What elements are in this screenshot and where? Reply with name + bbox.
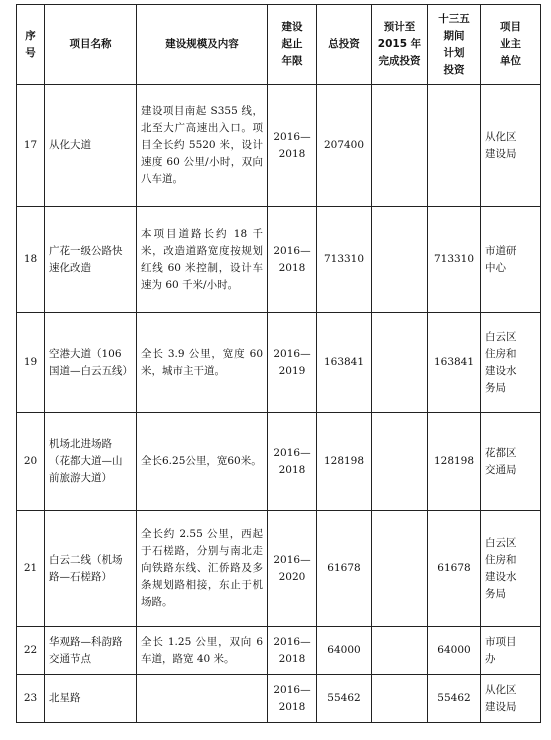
row-owner: 白云区 住房和 建设水 务局 (481, 313, 541, 413)
table-row (17, 85, 541, 207)
row-period: 2016— 2018 (268, 207, 317, 313)
row-plan: 163841 (428, 313, 481, 413)
row-no: 20 (17, 413, 45, 511)
table-row (17, 413, 541, 511)
row-period: 2016— 2018 (268, 627, 317, 675)
row-by2015 (372, 313, 428, 413)
row-owner: 白云区 住房和 建设水 务局 (481, 511, 541, 627)
row-plan: 55462 (428, 675, 481, 723)
row-name: 白云二线（机场路—石槎路） (45, 511, 137, 627)
row-name: 华观路—科韵路交通节点 (45, 627, 137, 675)
row-scale: 全长6.25公里，宽60米。 (137, 413, 268, 511)
row-scale: 建设项目南起 S355 线，北至大广高速出入口。项目全长约 5520 米，设计速度 60 公里/小时，双向八车道。 (137, 85, 268, 207)
header-row (17, 5, 541, 85)
table-row (17, 511, 541, 627)
row-by2015 (372, 675, 428, 723)
row-scale: 全长 3.9 公里，宽度 60 米，城市主干道。 (137, 313, 268, 413)
row-no: 21 (17, 511, 45, 627)
row-scale: 全长 1.25 公里，双向 6 车道，路宽 40 米。 (137, 627, 268, 675)
row-plan: 713310 (428, 207, 481, 313)
row-total: 55462 (317, 675, 372, 723)
row-plan (428, 85, 481, 207)
row-owner: 从化区 建设局 (481, 85, 541, 207)
row-name: 从化大道 (45, 85, 137, 207)
row-name: 机场北进场路（花都大道—山前旅游大道） (45, 413, 137, 511)
row-total: 64000 (317, 627, 372, 675)
header-plan: 十三五 期间 计划 投资 (428, 5, 481, 85)
row-name: 空港大道（106 国道—白云五线） (45, 313, 137, 413)
table-row (17, 313, 541, 413)
row-by2015 (372, 511, 428, 627)
row-by2015 (372, 207, 428, 313)
header-by2015: 预计至 2015 年 完成投资 (372, 5, 428, 85)
row-total: 128198 (317, 413, 372, 511)
row-owner: 从化区 建设局 (481, 675, 541, 723)
row-scale: 全长约 2.55 公里，西起于石槎路，分别与南北走向铁路东线、汇侨路及多条规划路相接，东止于机场路。 (137, 511, 268, 627)
header-scale: 建设规模及内容 (137, 5, 268, 85)
row-scale (137, 675, 268, 723)
table-row (17, 627, 541, 675)
row-plan: 64000 (428, 627, 481, 675)
row-no: 17 (17, 85, 45, 207)
row-plan: 128198 (428, 413, 481, 511)
row-total: 163841 (317, 313, 372, 413)
row-no: 18 (17, 207, 45, 313)
row-period: 2016— 2018 (268, 675, 317, 723)
row-period: 2016— 2020 (268, 511, 317, 627)
row-total: 61678 (317, 511, 372, 627)
table-row (17, 207, 541, 313)
row-period: 2016— 2019 (268, 313, 317, 413)
row-no: 23 (17, 675, 45, 723)
row-by2015 (372, 413, 428, 511)
row-no: 22 (17, 627, 45, 675)
row-owner: 花都区 交通局 (481, 413, 541, 511)
row-by2015 (372, 627, 428, 675)
row-total: 713310 (317, 207, 372, 313)
row-total: 207400 (317, 85, 372, 207)
header-total: 总投资 (317, 5, 372, 85)
row-plan: 61678 (428, 511, 481, 627)
table-row (17, 675, 541, 723)
row-period: 2016— 2018 (268, 85, 317, 207)
row-no: 19 (17, 313, 45, 413)
row-owner: 市项目 办 (481, 627, 541, 675)
header-no: 序 号 (17, 5, 45, 85)
row-name: 北星路 (45, 675, 137, 723)
row-name: 广花一级公路快速化改造 (45, 207, 137, 313)
header-period: 建设 起止 年限 (268, 5, 317, 85)
header-name: 项目名称 (45, 5, 137, 85)
header-owner: 项目 业主 单位 (481, 5, 541, 85)
row-owner: 市道研 中心 (481, 207, 541, 313)
row-scale: 本项目道路长约 18 千米，改造道路宽度按规划红线 60 米控制，设计车速为 60 千米/小时。 (137, 207, 268, 313)
project-table (16, 4, 541, 723)
row-by2015 (372, 85, 428, 207)
row-period: 2016— 2018 (268, 413, 317, 511)
